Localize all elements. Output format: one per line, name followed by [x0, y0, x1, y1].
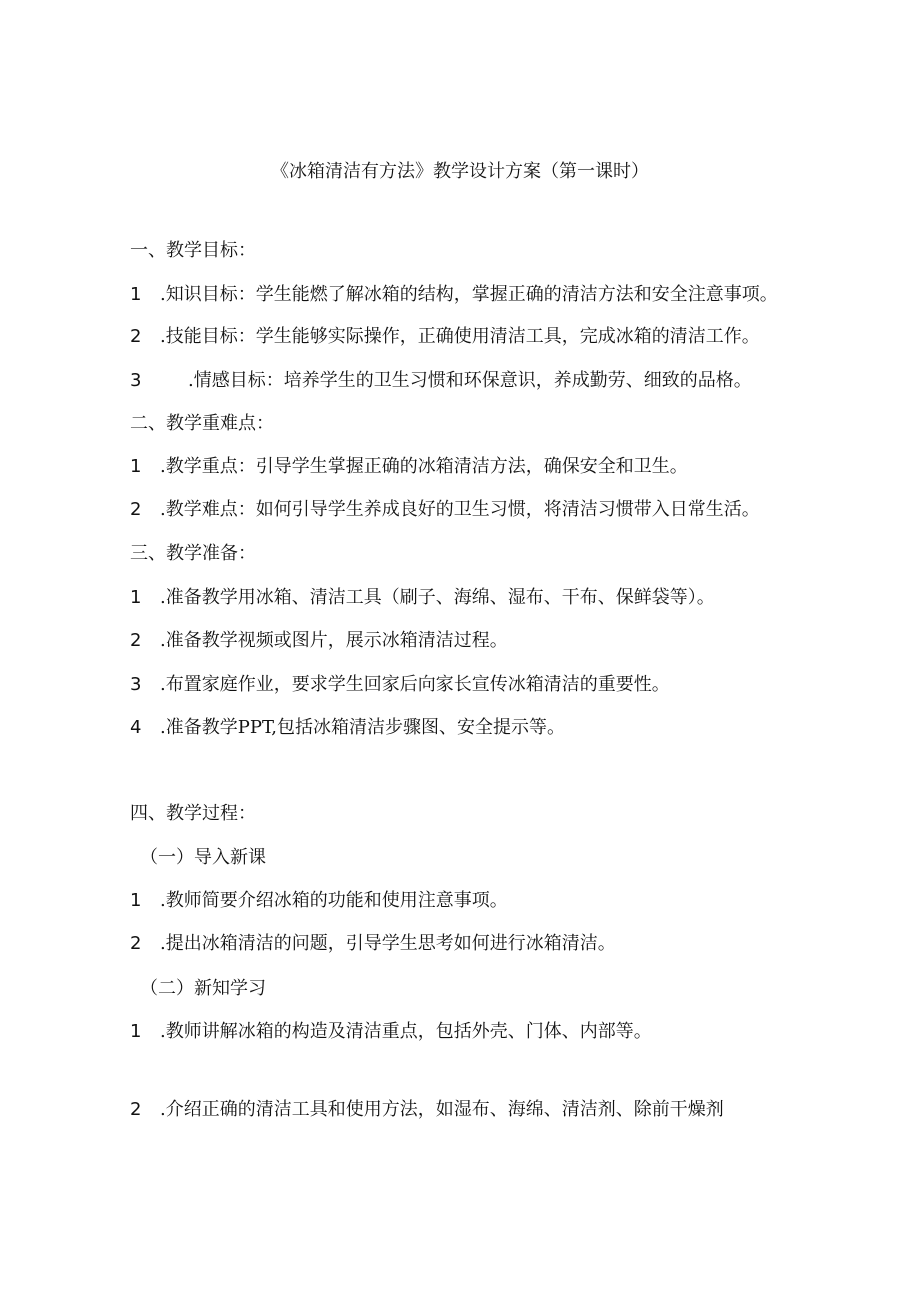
item-text: .准备教学用冰箱、清洁工具（刷子、海绵、湿布、干布、保鲜袋等）。	[160, 587, 715, 608]
item-number: 1	[130, 284, 142, 305]
list-item	[130, 369, 752, 393]
item-text: .准备教学视频或图片，展示冰箱清洁过程。	[160, 630, 508, 651]
item-text: .介绍正确的清洁工具和使用方法，如湿布、海绵、清洁剂、除前干燥剂	[160, 1099, 724, 1120]
item-number: 3	[130, 370, 142, 391]
list-item	[130, 629, 508, 653]
list-item	[130, 716, 565, 740]
item-text: .准备教学PPT,包括冰箱清洁步骤图、安全提示等。	[160, 717, 566, 738]
item-number: 2	[130, 933, 142, 954]
item-number: 2	[130, 1099, 142, 1120]
item-number: 2	[130, 630, 142, 651]
item-number: 2	[130, 326, 142, 347]
section-heading-key-points: 二、教学重难点：	[130, 413, 274, 434]
item-number: 3	[130, 674, 142, 695]
section-heading-objectives: 一、教学目标：	[130, 240, 256, 261]
list-item	[130, 498, 760, 522]
section-heading-process: 四、教学过程：	[130, 803, 256, 824]
list-item	[130, 283, 778, 307]
list-item	[130, 932, 616, 956]
list-item	[130, 673, 670, 697]
item-number: 4	[130, 717, 142, 738]
item-number: 2	[130, 499, 142, 520]
list-item	[130, 325, 760, 349]
document-title: 《冰箱清洁有方法》教学设计方案（第一课时）	[271, 161, 649, 182]
list-item	[130, 455, 688, 479]
subsection-heading-intro: （一）导入新课	[140, 847, 266, 868]
list-item	[130, 1098, 724, 1122]
item-text: .教学难点：如何引导学生养成良好的卫生习惯，将清洁习惯带入日常生活。	[160, 499, 760, 520]
item-number: 1	[130, 587, 142, 608]
list-item	[130, 586, 715, 610]
item-text: .布置家庭作业，要求学生回家后向家长宣传冰箱清洁的重要性。	[160, 674, 670, 695]
item-text: .提出冰箱清洁的问题，引导学生思考如何进行冰箱清洁。	[160, 933, 616, 954]
subsection-heading-new-knowledge: （二）新知学习	[140, 978, 266, 999]
item-number: 1	[130, 1021, 142, 1042]
item-text: .教师讲解冰箱的构造及清洁重点，包括外壳、门体、内部等。	[160, 1021, 652, 1042]
item-text: .教师简要介绍冰箱的功能和使用注意事项。	[160, 890, 508, 911]
list-item	[130, 1020, 652, 1044]
item-number: 1	[130, 456, 142, 477]
item-text: .知识目标：学生能燃了解冰箱的结构，掌握正确的清洁方法和安全注意事项。	[160, 284, 778, 305]
item-text: .情感目标：培养学生的卫生习惯和环保意识，养成勤劳、细致的品格。	[188, 370, 752, 391]
item-text: .教学重点：引导学生掌握正确的冰箱清洁方法，确保安全和卫生。	[160, 456, 688, 477]
item-number: 1	[130, 890, 142, 911]
section-heading-preparation: 三、教学准备：	[130, 543, 256, 564]
item-text: .技能目标：学生能够实际操作，正确使用清洁工具，完成冰箱的清洁工作。	[160, 326, 760, 347]
list-item	[130, 889, 508, 913]
